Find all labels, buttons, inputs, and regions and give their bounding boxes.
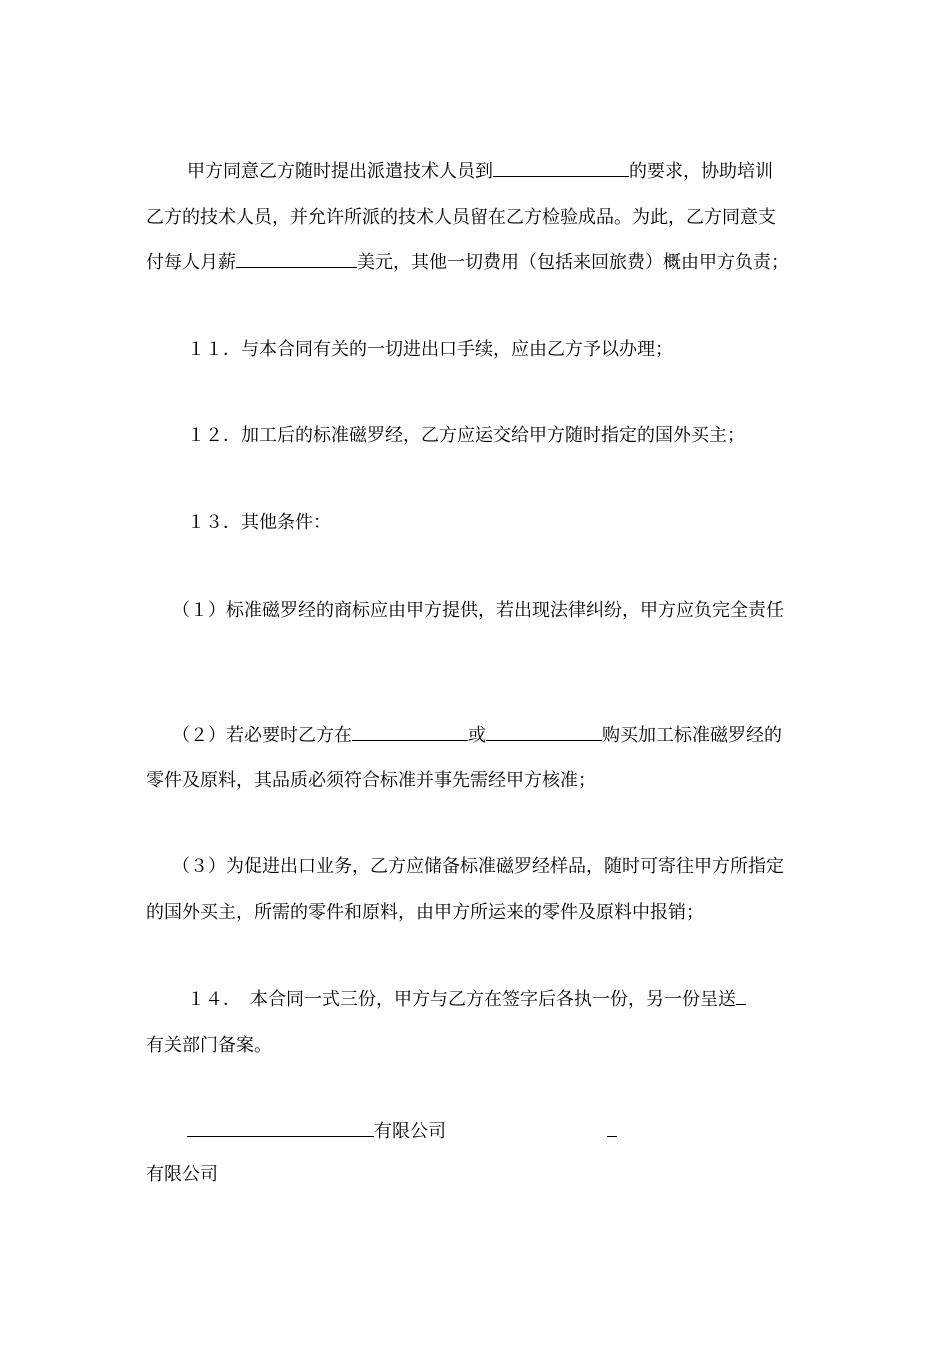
blank-field-company-b bbox=[607, 1120, 617, 1137]
company-suffix: 有限公司 bbox=[374, 1121, 446, 1142]
paragraph-line-2: 乙方的技术人员，并允许所派的技术人员留在乙方检验成品。为此，乙方同意支 bbox=[146, 207, 776, 228]
blank-field-place-b bbox=[486, 724, 602, 741]
paragraph-line-3 bbox=[146, 251, 789, 275]
condition-item-2-line-2: 零件及原料，其品质必须符合标准并事先需经甲方核准； bbox=[146, 770, 596, 791]
text-segment: 的要求，协助培训 bbox=[629, 161, 773, 182]
blank-field-salary bbox=[236, 251, 357, 268]
blank-field-place-a bbox=[352, 724, 468, 741]
signature-line-party-a bbox=[187, 1120, 446, 1144]
text-segment: 付每人月薪 bbox=[146, 252, 236, 273]
clause-11: １１．与本合同有关的一切进出口手续，应由乙方予以办理； bbox=[187, 339, 673, 360]
clause-13: １３．其他条件： bbox=[187, 512, 331, 533]
text-segment: 购买加工标准磁罗经的 bbox=[602, 725, 782, 746]
signature-line-party-b bbox=[607, 1120, 617, 1144]
condition-item-1: （１）标准磁罗经的商标应由甲方提供，若出现法律纠纷，甲方应负完全责任 bbox=[172, 600, 784, 621]
text-segment: １４． 本合同一式三份，甲方与乙方在签字后各执一份，另一份呈送 bbox=[187, 989, 736, 1010]
text-segment: 或 bbox=[468, 725, 486, 746]
clause-12: １２．加工后的标准磁罗经，乙方应运交给甲方随时指定的国外买主； bbox=[187, 425, 745, 446]
condition-item-2-line-1 bbox=[172, 724, 782, 748]
blank-field-department bbox=[736, 988, 746, 1005]
clause-14-line-1 bbox=[187, 988, 746, 1012]
text-segment: （２）若必要时乙方在 bbox=[172, 725, 352, 746]
text-segment: 甲方同意乙方随时提出派遣技术人员到 bbox=[187, 161, 493, 182]
condition-item-3-line-2: 的国外买主，所需的零件和原料，由甲方所运来的零件及原料中报销； bbox=[146, 902, 704, 923]
company-suffix-b: 有限公司 bbox=[146, 1164, 218, 1185]
condition-item-3-line-1: （３）为促进出口业务，乙方应储备标准磁罗经样品，随时可寄往甲方所指定 bbox=[172, 856, 784, 877]
blank-field-location bbox=[493, 160, 629, 177]
paragraph-line-1 bbox=[187, 160, 773, 184]
blank-field-company-a bbox=[187, 1120, 374, 1137]
clause-14-line-2: 有关部门备案。 bbox=[146, 1035, 272, 1056]
text-segment: 美元，其他一切费用（包括来回旅费）概由甲方负责； bbox=[357, 252, 789, 273]
